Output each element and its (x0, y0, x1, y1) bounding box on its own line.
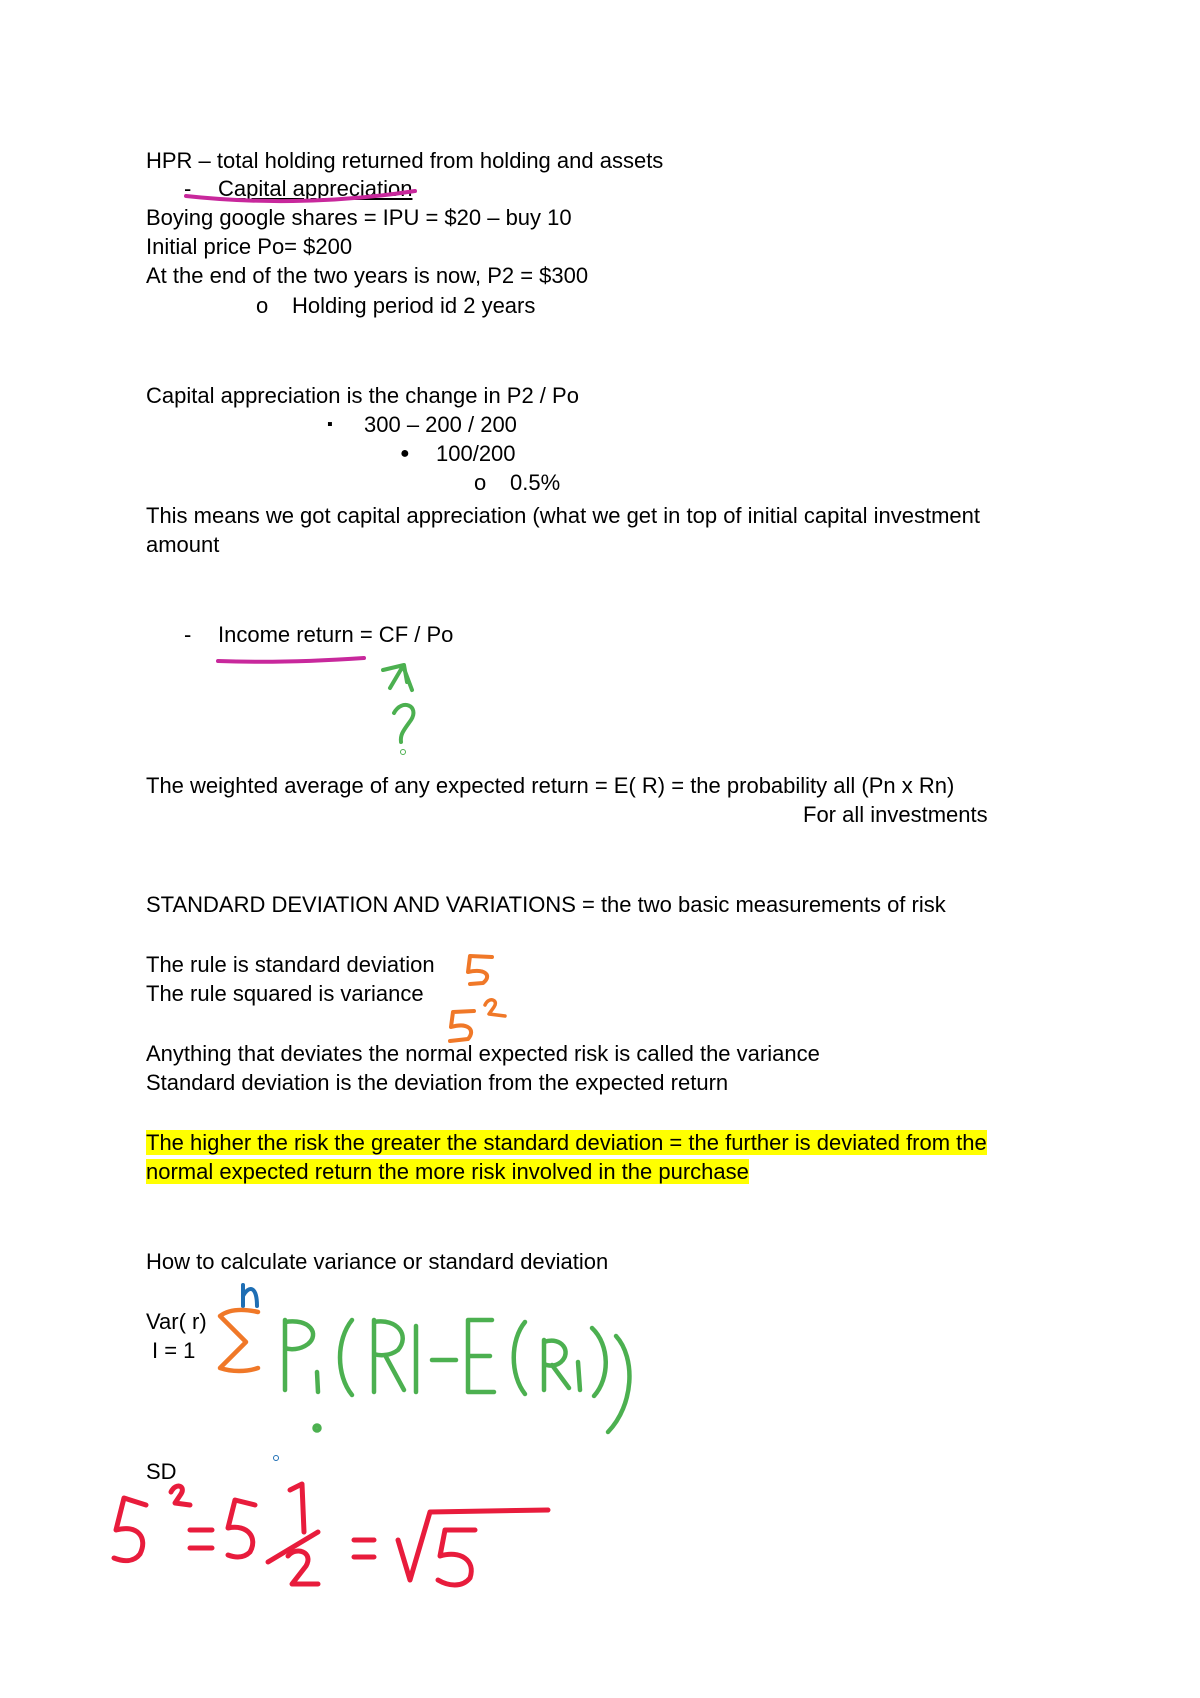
square-bullet: ▪ (327, 416, 333, 433)
holding-period-item: Holding period id 2 years (292, 293, 536, 318)
arrow-up-icon (383, 665, 412, 690)
sd-formula-ink (114, 1484, 548, 1585)
n-superscript-ink (243, 1285, 257, 1306)
meaning-line-2: amount (146, 532, 220, 557)
highlight-line-2 (146, 1158, 749, 1186)
weighted-average-line: The weighted average of any expected return = E( R) = the probability all (Pn x Rn) (146, 773, 955, 798)
summation-icon (220, 1310, 258, 1371)
var-label: Var( r) (146, 1309, 207, 1334)
sd-label: SD (146, 1459, 177, 1484)
for-all-investments: For all investments (803, 802, 988, 827)
highlight-text-2: normal expected return the more risk involved in the purchase (146, 1159, 749, 1184)
income-underline-ink (218, 658, 364, 662)
circle-bullet: o (474, 470, 487, 495)
highlight-line-1 (146, 1129, 987, 1157)
meaning-line-1: This means we got capital appreciation (what we get in top of initial capital investment (146, 503, 980, 528)
hpr-line-initial-price: Initial price Po= $200 (146, 234, 353, 259)
highlight-text-1: The higher the risk the greater the standard deviation = the further is deviated from the (146, 1130, 987, 1155)
rule-standard-deviation: The rule is standard deviation (146, 952, 435, 977)
capital-appreciation-label: Capital appreciation (218, 176, 413, 201)
income-bullet: - (184, 622, 192, 647)
hpr-line-end-price: At the end of the two years is now, P2 = $300 (146, 263, 589, 288)
hpr-heading: HPR – total holding returned from holding and assets (146, 148, 664, 173)
capital-appreciation-line: Capital appreciation is the change in P2 / Po (146, 383, 579, 408)
dot-bullet: ● (400, 445, 410, 462)
squared-superscript-ink (485, 1000, 505, 1016)
variance-definition: Anything that deviates the normal expected risk is called the variance (146, 1041, 820, 1066)
calc-step-3: 0.5% (510, 470, 561, 495)
hpr-line-shares: Boying google shares = IPU = $20 – buy 10 (146, 205, 572, 230)
question-mark-icon (394, 705, 413, 742)
risk-heading: STANDARD DEVIATION AND VARIATIONS = the two basic measurements of risk (146, 892, 946, 917)
capital-bullet: - (184, 176, 192, 201)
sigma-squared-ink (450, 1011, 474, 1041)
variance-formula-ink (285, 1320, 629, 1432)
question-dot (401, 750, 406, 755)
index-label: I = 1 (152, 1338, 196, 1363)
income-return-line: Income return = CF / Po (218, 622, 454, 647)
rule-variance: The rule squared is variance (146, 981, 424, 1006)
blue-dot (274, 1456, 279, 1461)
calc-heading: How to calculate variance or standard deviation (146, 1249, 609, 1274)
sd-definition: Standard deviation is the deviation from the expected return (146, 1070, 729, 1095)
sub-bullet-circle: o (256, 293, 269, 318)
sigma-s-ink (468, 956, 492, 984)
calc-step-1: 300 – 200 / 200 (364, 412, 517, 437)
calc-step-2: 100/200 (436, 441, 516, 466)
